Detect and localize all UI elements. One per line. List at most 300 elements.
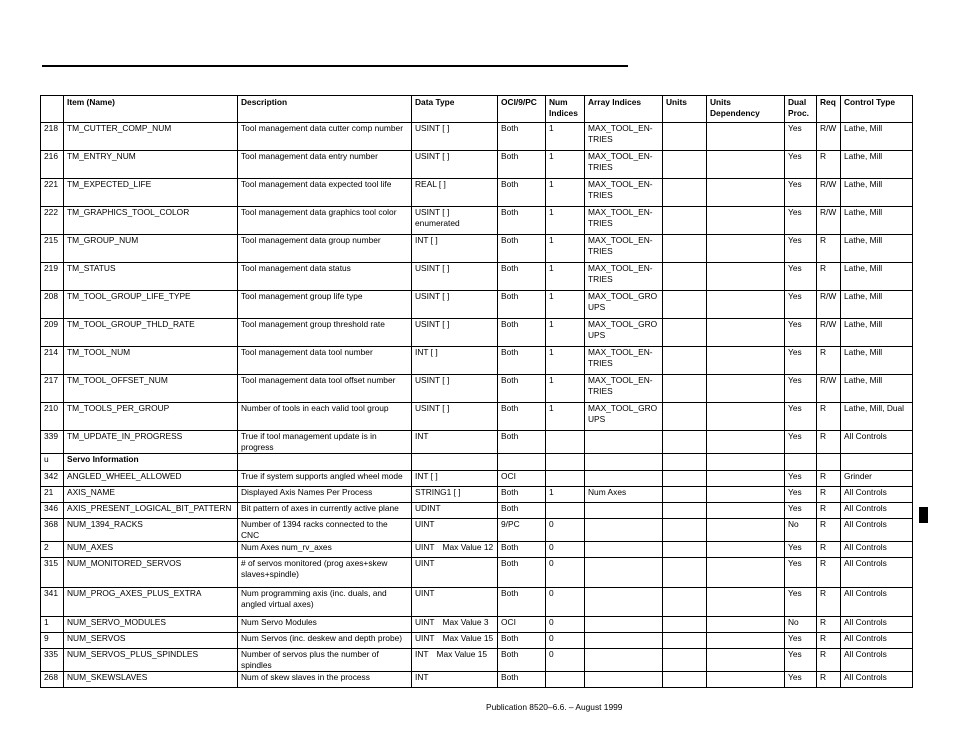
data-type-cell: [412, 649, 498, 672]
num-indices-cell: 1: [546, 263, 585, 291]
row-index: 21: [41, 487, 64, 503]
units-cell: [663, 319, 707, 347]
req-cell: R: [817, 263, 841, 291]
item-name: NUM_MONITORED_SERVOS: [64, 558, 238, 588]
array-indices-cell: MAX_TOOL_GRO UPS: [585, 403, 663, 431]
req-cell: R: [817, 431, 841, 454]
table-row: [41, 542, 913, 558]
units-dependency-cell: [707, 123, 785, 151]
oci-cell: Both: [498, 179, 546, 207]
data-type-cell: [412, 519, 498, 542]
dual-proc-cell: Yes: [785, 558, 817, 588]
oci-cell: Both: [498, 375, 546, 403]
units-dependency-cell: [707, 649, 785, 672]
oci-cell: Both: [498, 263, 546, 291]
units-dependency-cell: [707, 319, 785, 347]
data-type-cell: [412, 672, 498, 688]
dual-proc-cell: Yes: [785, 633, 817, 649]
control-type-cell: Lathe, Mill: [841, 123, 913, 151]
item-description: Number of 1394 racks connected to the CNC: [238, 519, 412, 542]
item-name: TM_TOOL_GROUP_THLD_RATE: [64, 319, 238, 347]
item-name: ANGLED_WHEEL_ALLOWED: [64, 471, 238, 487]
num-indices-cell: 1: [546, 123, 585, 151]
units-cell: [663, 588, 707, 617]
row-index: 219: [41, 263, 64, 291]
data-type-value: USINT [ ]: [415, 403, 450, 413]
row-index: 208: [41, 291, 64, 319]
oci-cell: Both: [498, 503, 546, 519]
data-type-cell: [412, 542, 498, 558]
units-dependency-cell: [707, 558, 785, 588]
oci-cell: Both: [498, 588, 546, 617]
array-indices-cell: MAX_TOOL_EN-TRIES: [585, 375, 663, 403]
array-indices-cell: [585, 617, 663, 633]
item-description: Bit pattern of axes in currently active plane: [238, 503, 412, 519]
control-type-cell: All Controls: [841, 519, 913, 542]
req-cell: R: [817, 633, 841, 649]
oci-cell: Both: [498, 542, 546, 558]
req-cell: R: [817, 542, 841, 558]
table-cell: [585, 454, 663, 471]
data-type-cell: [412, 319, 498, 347]
max-value-note: Max Value 15: [442, 633, 494, 643]
num-indices-cell: [546, 672, 585, 688]
control-type-cell: Lathe, Mill: [841, 179, 913, 207]
data-type-cell: [412, 179, 498, 207]
req-cell: R: [817, 672, 841, 688]
control-type-cell: All Controls: [841, 672, 913, 688]
table-row: [41, 123, 913, 151]
control-type-cell: Lathe, Mill: [841, 151, 913, 179]
item-description: Tool management data tool offset number: [238, 375, 412, 403]
item-name: TM_STATUS: [64, 263, 238, 291]
units-dependency-cell: [707, 179, 785, 207]
oci-cell: Both: [498, 672, 546, 688]
row-index: 218: [41, 123, 64, 151]
units-dependency-cell: [707, 471, 785, 487]
dual-proc-cell: Yes: [785, 235, 817, 263]
array-indices-cell: [585, 471, 663, 487]
control-type-cell: All Controls: [841, 588, 913, 617]
item-description: Number of tools in each valid tool group: [238, 403, 412, 431]
item-name: TM_ENTRY_NUM: [64, 151, 238, 179]
num-indices-cell: 0: [546, 617, 585, 633]
data-type-cell: [412, 431, 498, 454]
units-cell: [663, 151, 707, 179]
units-dependency-cell: [707, 672, 785, 688]
units-cell: [663, 263, 707, 291]
data-type-cell: [412, 558, 498, 588]
item-description: Tool management data status: [238, 263, 412, 291]
item-name: TM_GRAPHICS_TOOL_COLOR: [64, 207, 238, 235]
dual-proc-cell: Yes: [785, 431, 817, 454]
units-dependency-cell: [707, 235, 785, 263]
units-dependency-cell: [707, 487, 785, 503]
control-type-cell: Grinder: [841, 471, 913, 487]
req-cell: R/W: [817, 291, 841, 319]
control-type-cell: All Controls: [841, 431, 913, 454]
data-type-cell: [412, 291, 498, 319]
table-row: [41, 503, 913, 519]
row-index: 339: [41, 431, 64, 454]
table-row: [41, 431, 913, 454]
num-indices-cell: 1: [546, 375, 585, 403]
array-indices-cell: [585, 542, 663, 558]
item-name: TM_TOOL_OFFSET_NUM: [64, 375, 238, 403]
data-type-cell: [412, 123, 498, 151]
req-cell: R: [817, 649, 841, 672]
item-description: Number of servos plus the number of spindles: [238, 649, 412, 672]
units-cell: [663, 403, 707, 431]
data-type-cell: [412, 263, 498, 291]
dual-proc-cell: Yes: [785, 179, 817, 207]
row-index: 1: [41, 617, 64, 633]
item-description: Num Servo Modules: [238, 617, 412, 633]
control-type-cell: All Controls: [841, 649, 913, 672]
control-type-cell: Lathe, Mill: [841, 207, 913, 235]
num-indices-cell: 1: [546, 151, 585, 179]
num-indices-cell: 1: [546, 291, 585, 319]
units-dependency-cell: [707, 542, 785, 558]
table-cell: [841, 454, 913, 471]
units-cell: [663, 519, 707, 542]
table-cell: [785, 454, 817, 471]
units-cell: [663, 347, 707, 375]
num-indices-cell: 1: [546, 487, 585, 503]
dual-proc-cell: Yes: [785, 347, 817, 375]
num-indices-cell: [546, 471, 585, 487]
req-cell: R: [817, 617, 841, 633]
table-row: [41, 375, 913, 403]
control-type-cell: Lathe, Mill: [841, 319, 913, 347]
array-indices-cell: [585, 649, 663, 672]
column-header: Units Dependency: [707, 96, 785, 123]
dual-proc-cell: Yes: [785, 291, 817, 319]
table-header-row: [41, 96, 913, 123]
max-value-note: Max Value 15: [436, 649, 488, 659]
item-name: TM_TOOL_GROUP_LIFE_TYPE: [64, 291, 238, 319]
units-cell: [663, 123, 707, 151]
data-type-value: UINT: [415, 588, 435, 598]
table-row: [41, 347, 913, 375]
data-type-cell: [412, 588, 498, 617]
row-index: 215: [41, 235, 64, 263]
row-index: 216: [41, 151, 64, 179]
data-type-value: INT [ ]: [415, 235, 438, 245]
table-row: [41, 487, 913, 503]
data-type-cell: [412, 487, 498, 503]
table-cell: [707, 454, 785, 471]
control-type-cell: All Controls: [841, 542, 913, 558]
num-indices-cell: 0: [546, 558, 585, 588]
item-description: True if system supports angled wheel mode: [238, 471, 412, 487]
units-cell: [663, 617, 707, 633]
num-indices-cell: 0: [546, 633, 585, 649]
data-type-cell: [412, 617, 498, 633]
item-name: NUM_SERVO_MODULES: [64, 617, 238, 633]
dual-proc-cell: Yes: [785, 649, 817, 672]
req-cell: R/W: [817, 375, 841, 403]
table-row: [41, 151, 913, 179]
max-value-note: Max Value 12: [442, 542, 494, 552]
data-type-value: UDINT: [415, 503, 441, 513]
table-cell: [663, 454, 707, 471]
control-type-cell: Lathe, Mill, Dual: [841, 403, 913, 431]
oci-cell: OCI: [498, 471, 546, 487]
units-cell: [663, 633, 707, 649]
item-description: Num Servos (inc. deskew and depth probe): [238, 633, 412, 649]
dual-proc-cell: No: [785, 519, 817, 542]
column-header: Description: [238, 96, 412, 123]
data-type-value: UINT: [415, 633, 435, 643]
num-indices-cell: 1: [546, 235, 585, 263]
num-indices-cell: 0: [546, 519, 585, 542]
item-description: True if tool management update is in progress: [238, 431, 412, 454]
item-description: Num programming axis (inc. duals, and angled virtual axes): [238, 588, 412, 617]
data-type-value: REAL [ ]: [415, 179, 446, 189]
top-rule: [42, 65, 628, 67]
parameter-table: [40, 95, 913, 688]
units-cell: [663, 503, 707, 519]
item-description: Num Axes num_rv_axes: [238, 542, 412, 558]
data-type-cell: [412, 633, 498, 649]
row-index: 209: [41, 319, 64, 347]
row-index: 342: [41, 471, 64, 487]
array-indices-cell: MAX_TOOL_EN-TRIES: [585, 235, 663, 263]
column-header: OCI/9/PC: [498, 96, 546, 123]
table-row: [41, 403, 913, 431]
dual-proc-cell: Yes: [785, 263, 817, 291]
array-indices-cell: [585, 519, 663, 542]
table-cell: [498, 454, 546, 471]
req-cell: R: [817, 503, 841, 519]
oci-cell: 9/PC: [498, 519, 546, 542]
units-dependency-cell: [707, 347, 785, 375]
data-type-value: INT: [415, 431, 429, 441]
units-dependency-cell: [707, 291, 785, 319]
item-name: TM_EXPECTED_LIFE: [64, 179, 238, 207]
units-dependency-cell: [707, 617, 785, 633]
control-type-cell: Lathe, Mill: [841, 263, 913, 291]
data-type-value: UINT: [415, 558, 435, 568]
num-indices-cell: 0: [546, 588, 585, 617]
units-dependency-cell: [707, 403, 785, 431]
item-description: Tool management data graphics tool color: [238, 207, 412, 235]
table-row: [41, 588, 913, 617]
item-name: NUM_SERVOS_PLUS_SPINDLES: [64, 649, 238, 672]
row-index: 210: [41, 403, 64, 431]
array-indices-cell: MAX_TOOL_EN-TRIES: [585, 151, 663, 179]
item-name: NUM_PROG_AXES_PLUS_EXTRA: [64, 588, 238, 617]
array-indices-cell: [585, 588, 663, 617]
num-indices-cell: 0: [546, 542, 585, 558]
column-header: Dual Proc.: [785, 96, 817, 123]
column-header: Req: [817, 96, 841, 123]
table-cell: [817, 454, 841, 471]
units-cell: [663, 375, 707, 403]
dual-proc-cell: Yes: [785, 542, 817, 558]
array-indices-cell: [585, 633, 663, 649]
item-description: Tool management data entry number: [238, 151, 412, 179]
table-row: [41, 235, 913, 263]
array-indices-cell: MAX_TOOL_EN-TRIES: [585, 347, 663, 375]
data-type-value: INT [ ]: [415, 471, 438, 481]
item-name: NUM_AXES: [64, 542, 238, 558]
column-header: Num Indices: [546, 96, 585, 123]
data-type-value: USINT [ ]: [415, 263, 450, 273]
row-index: 335: [41, 649, 64, 672]
column-header: Units: [663, 96, 707, 123]
data-type-cell: [412, 235, 498, 263]
array-indices-cell: [585, 431, 663, 454]
table-row: [41, 291, 913, 319]
control-type-cell: All Controls: [841, 617, 913, 633]
oci-cell: Both: [498, 403, 546, 431]
table-row: [41, 558, 913, 588]
dual-proc-cell: Yes: [785, 207, 817, 235]
array-indices-cell: [585, 672, 663, 688]
data-type-value: UINT: [415, 519, 435, 529]
control-type-cell: Lathe, Mill: [841, 347, 913, 375]
item-name: NUM_SERVOS: [64, 633, 238, 649]
table-row: [41, 672, 913, 688]
control-type-cell: Lathe, Mill: [841, 375, 913, 403]
control-type-cell: Lathe, Mill: [841, 291, 913, 319]
req-cell: R/W: [817, 319, 841, 347]
array-indices-cell: MAX_TOOL_EN-TRIES: [585, 123, 663, 151]
item-description: Tool management data tool number: [238, 347, 412, 375]
table-cell: [546, 454, 585, 471]
oci-cell: Both: [498, 633, 546, 649]
data-type-cell: [412, 151, 498, 179]
req-cell: R: [817, 519, 841, 542]
data-type-cell: [412, 375, 498, 403]
units-dependency-cell: [707, 633, 785, 649]
item-description: Tool management group threshold rate: [238, 319, 412, 347]
data-type-value: INT: [415, 649, 429, 659]
item-description: Num of skew slaves in the process: [238, 672, 412, 688]
units-cell: [663, 649, 707, 672]
units-cell: [663, 542, 707, 558]
data-type-value: INT: [415, 672, 429, 682]
table-row: [41, 207, 913, 235]
req-cell: R: [817, 403, 841, 431]
dual-proc-cell: Yes: [785, 672, 817, 688]
column-header: Data Type: [412, 96, 498, 123]
array-indices-cell: MAX_TOOL_EN-TRIES: [585, 207, 663, 235]
array-indices-cell: MAX_TOOL_GRO UPS: [585, 291, 663, 319]
table-cell: [238, 454, 412, 471]
row-index: 268: [41, 672, 64, 688]
num-indices-cell: 1: [546, 347, 585, 375]
units-cell: [663, 431, 707, 454]
row-index: 9: [41, 633, 64, 649]
table-row: [41, 649, 913, 672]
table-row: [41, 519, 913, 542]
data-type-cell: [412, 403, 498, 431]
item-name: AXIS_NAME: [64, 487, 238, 503]
section-title: Servo Information: [64, 454, 238, 471]
req-cell: R/W: [817, 123, 841, 151]
control-type-cell: All Controls: [841, 633, 913, 649]
column-header: [41, 96, 64, 123]
dual-proc-cell: No: [785, 617, 817, 633]
units-dependency-cell: [707, 151, 785, 179]
req-cell: R: [817, 588, 841, 617]
units-cell: [663, 487, 707, 503]
row-index: 2: [41, 542, 64, 558]
oci-cell: Both: [498, 235, 546, 263]
dual-proc-cell: Yes: [785, 403, 817, 431]
oci-cell: OCI: [498, 617, 546, 633]
oci-cell: Both: [498, 319, 546, 347]
item-name: NUM_1394_RACKS: [64, 519, 238, 542]
control-type-cell: All Controls: [841, 503, 913, 519]
req-cell: R: [817, 347, 841, 375]
data-type-cell: [412, 347, 498, 375]
dual-proc-cell: Yes: [785, 503, 817, 519]
oci-cell: Both: [498, 151, 546, 179]
data-type-value: USINT [ ]: [415, 319, 450, 329]
column-header: Control Type: [841, 96, 913, 123]
data-type-value: UINT: [415, 542, 435, 552]
data-type-value: UINT: [415, 617, 435, 627]
dual-proc-cell: Yes: [785, 319, 817, 347]
units-cell: [663, 179, 707, 207]
table-row: [41, 319, 913, 347]
max-value-note: Max Value 3: [442, 617, 489, 627]
req-cell: R/W: [817, 179, 841, 207]
section-marker: u: [41, 454, 64, 471]
oci-cell: Both: [498, 431, 546, 454]
data-type-value: STRING1 [ ]: [415, 487, 461, 497]
dual-proc-cell: Yes: [785, 487, 817, 503]
req-cell: R: [817, 235, 841, 263]
row-index: 217: [41, 375, 64, 403]
data-type-cell: [412, 207, 498, 235]
row-index: 341: [41, 588, 64, 617]
units-dependency-cell: [707, 207, 785, 235]
oci-cell: Both: [498, 291, 546, 319]
units-cell: [663, 471, 707, 487]
units-cell: [663, 672, 707, 688]
item-name: AXIS_PRESENT_LOGICAL_BIT_PATTERN: [64, 503, 238, 519]
item-description: Tool management group life type: [238, 291, 412, 319]
units-dependency-cell: [707, 263, 785, 291]
data-type-cell: [412, 471, 498, 487]
oci-cell: Both: [498, 347, 546, 375]
data-type-value: USINT [ ]: [415, 375, 450, 385]
oci-cell: Both: [498, 558, 546, 588]
num-indices-cell: 1: [546, 179, 585, 207]
dual-proc-cell: Yes: [785, 123, 817, 151]
column-header: Item (Name): [64, 96, 238, 123]
data-type-value: USINT [ ]: [415, 291, 450, 301]
row-index: 214: [41, 347, 64, 375]
units-dependency-cell: [707, 519, 785, 542]
table-row: [41, 263, 913, 291]
item-name: TM_TOOL_NUM: [64, 347, 238, 375]
num-indices-cell: 1: [546, 403, 585, 431]
dual-proc-cell: Yes: [785, 471, 817, 487]
item-name: TM_CUTTER_COMP_NUM: [64, 123, 238, 151]
array-indices-cell: MAX_TOOL_GRO UPS: [585, 319, 663, 347]
oci-cell: Both: [498, 123, 546, 151]
item-name: TM_UPDATE_IN_PROGRESS: [64, 431, 238, 454]
side-thumb-tab: [919, 507, 928, 523]
num-indices-cell: [546, 503, 585, 519]
data-type-value: INT [ ]: [415, 347, 438, 357]
